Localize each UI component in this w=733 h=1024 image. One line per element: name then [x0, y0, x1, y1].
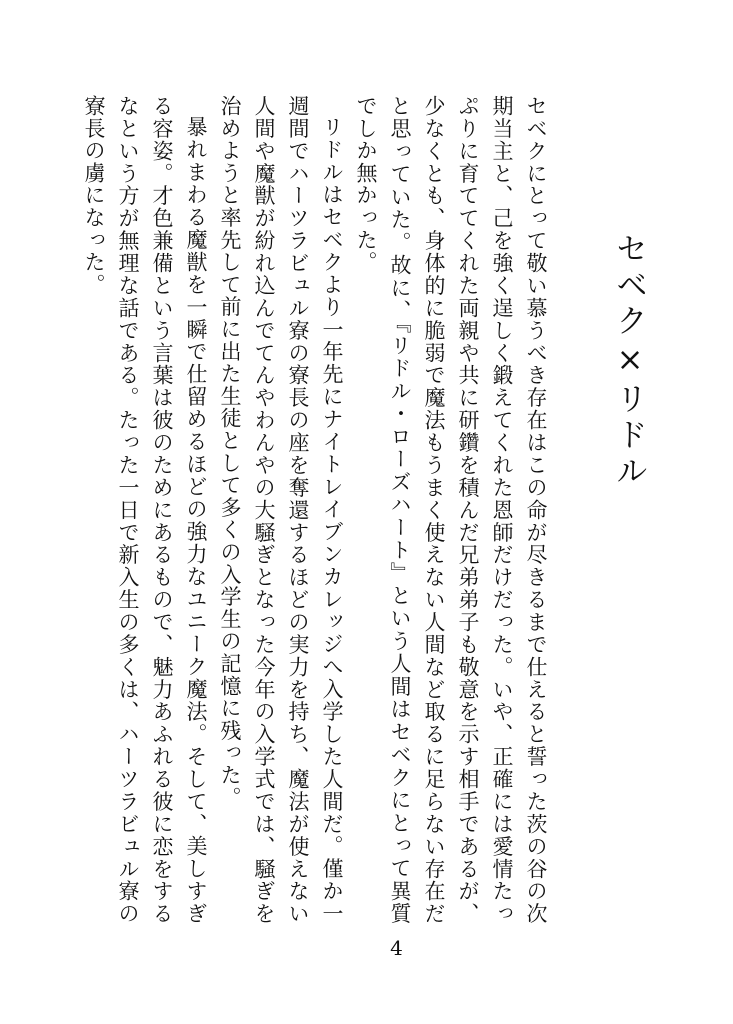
paragraph-1: セベクにとって敬い慕うべき存在はこの命が尽きるまで仕えると誓った茨の谷の次期当主と、己を強く逞しく鍛えてくれた恩師だけだった。いや、正確には愛情たっぷりに育ててくれた両親や共に研鑽を積んだ兄弟弟子も敬意を示す相手であるが、少なくとも、身体的に脆弱で魔法もうまく使えない人間など取るに足らない存在だと思っていた。故に、『リドル・ローズハート』という人間はセベクにとって異質でしか無かった。 — [354, 95, 548, 925]
page-number: 4 — [390, 936, 403, 960]
chapter-title: セベク×リドル — [611, 232, 649, 490]
body-text — [82, 95, 553, 925]
paragraph-2: リドルはセベクより一年先にナイトレイブンカレッジへ入学した人間だ。僅か一週間でハーツラビュル寮の寮長の座を奪還するほどの実力を持ち、魔法が使えない人間や魔獣が紛れ込んでてんやわんやの大騒ぎとなった今年の入学式では、騒ぎを治めようと率先して前に出た生徒として多くの入学生の記憶に残った。 — [218, 95, 344, 925]
paragraph-3: 暴れまわる魔獣を一瞬で仕留めるほどの強力なユニーク魔法。そして、美しすぎる容姿。才色兼備という言葉は彼のためにあるもので、魅力あふれる彼に恋をするなという方が無理な話である。たった一日で新入生の多くは、ハーツラビュル寮の寮長の虜になった。 — [82, 95, 208, 925]
